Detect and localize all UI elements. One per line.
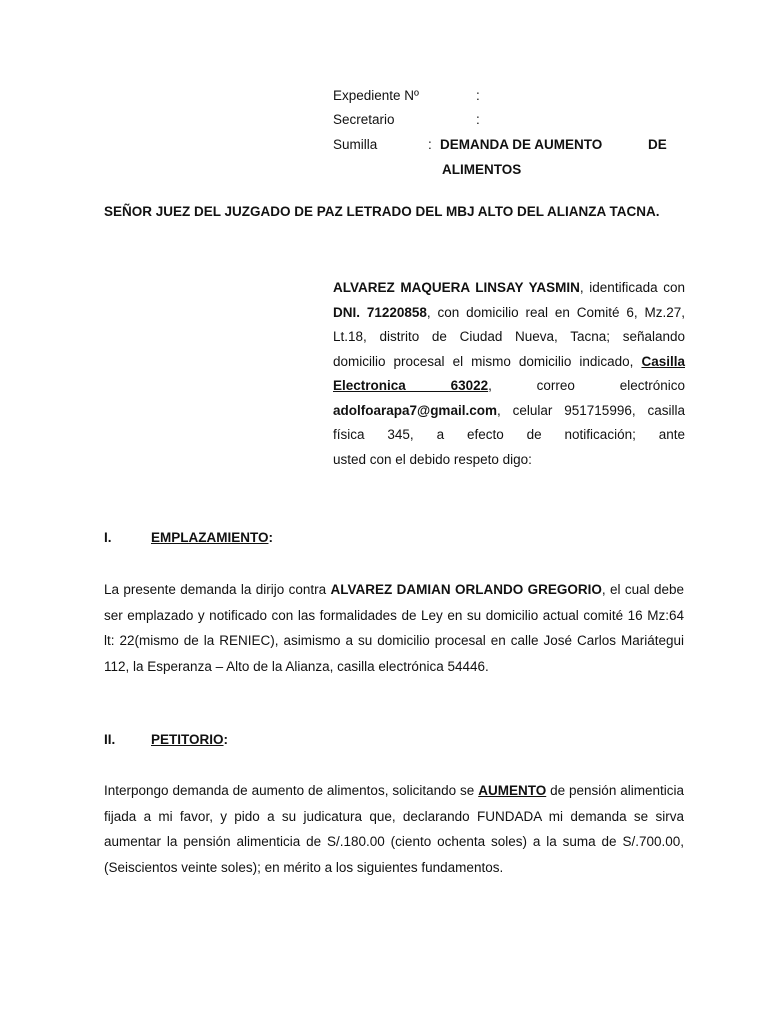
expediente-colon: :: [476, 88, 480, 103]
petitorio-paragraph: Interpongo demanda de aumento de alimentos, solicitando se AUMENTO de pensión alimenticia fijada a mi favor, y pido a su judicatura que, declarando FUNDADA mi demanda se sirva aumentar la pensión alimenticia de S/.180.00 (ciento ochenta soles) a la suma de S/.700.00, (Seiscientos veinte soles); en mérito a los siguientes fundamentos.: [104, 783, 684, 875]
sumilla-row: [333, 133, 432, 158]
defendant-name: ALVAREZ DAMIAN ORLANDO GREGORIO: [330, 582, 602, 597]
sumilla-value-de: DE: [648, 137, 667, 152]
sumilla-value-a: DEMANDA DE AUMENTO: [440, 137, 603, 152]
expediente-row: [333, 84, 480, 109]
sumilla-label: Sumilla: [333, 137, 378, 152]
sumilla-value-line1: [440, 133, 602, 158]
sumilla-value-line2: ALIMENTOS: [442, 162, 522, 177]
section-number: I.: [104, 530, 112, 545]
petitioner-dni: DNI. 71220858: [333, 304, 427, 320]
expediente-label: Expediente Nº: [333, 88, 419, 103]
section-emplazamiento-heading: I. EMPLAZAMIENTO:: [104, 530, 273, 545]
sumilla-colon: :: [428, 137, 432, 152]
secretario-row: [333, 108, 480, 133]
section-number: II.: [104, 732, 116, 747]
petitioner-block: ALVAREZ MAQUERA LINSAY YASMIN, identificada con DNI. 71220858, con domicilio real en Comité 6, Mz.27, Lt.18, distrito de Ciudad Nueva, Tacna; señalando domicilio procesal el mismo domicilio indicado, Casilla Electronica 63022, correo electrónico adolfoarapa7@gmail.com, celular 951715996, casilla física 345, a efecto de notificación; ante usted con el debido respeto digo:: [333, 276, 685, 472]
addressee: SEÑOR JUEZ DEL JUZGADO DE PAZ LETRADO DEL MBJ ALTO DEL ALIANZA TACNA.: [104, 204, 660, 219]
petitioner-email: adolfoarapa7@gmail.com: [333, 402, 497, 418]
section-title: PETITORIO: [151, 732, 224, 747]
secretario-colon: :: [476, 112, 480, 127]
petitioner-closing: usted con el debido respeto digo:: [333, 451, 532, 467]
emplazamiento-paragraph: La presente demanda la dirijo contra ALVAREZ DAMIAN ORLANDO GREGORIO, el cual debe ser emplazado y notificado con las formalidades de Ley en su domicilio actual comité 16 Mz:64 lt: 22(mismo de la RENIEC), asimismo a su domicilio procesal en calle José Carlos Mariátegui 112, la Esperanza – Alto de la Alianza, casilla electrónica 54446.: [104, 582, 685, 674]
aumento-emphasis: AUMENTO: [478, 783, 547, 798]
petitioner-casilla: Casilla Electronica 63022: [333, 353, 685, 393]
section-title: EMPLAZAMIENTO: [151, 530, 269, 545]
petitioner-name: ALVAREZ MAQUERA LINSAY YASMIN: [333, 280, 580, 295]
section-petitorio-heading: II. PETITORIO:: [104, 732, 229, 747]
secretario-label: Secretario: [333, 112, 395, 127]
